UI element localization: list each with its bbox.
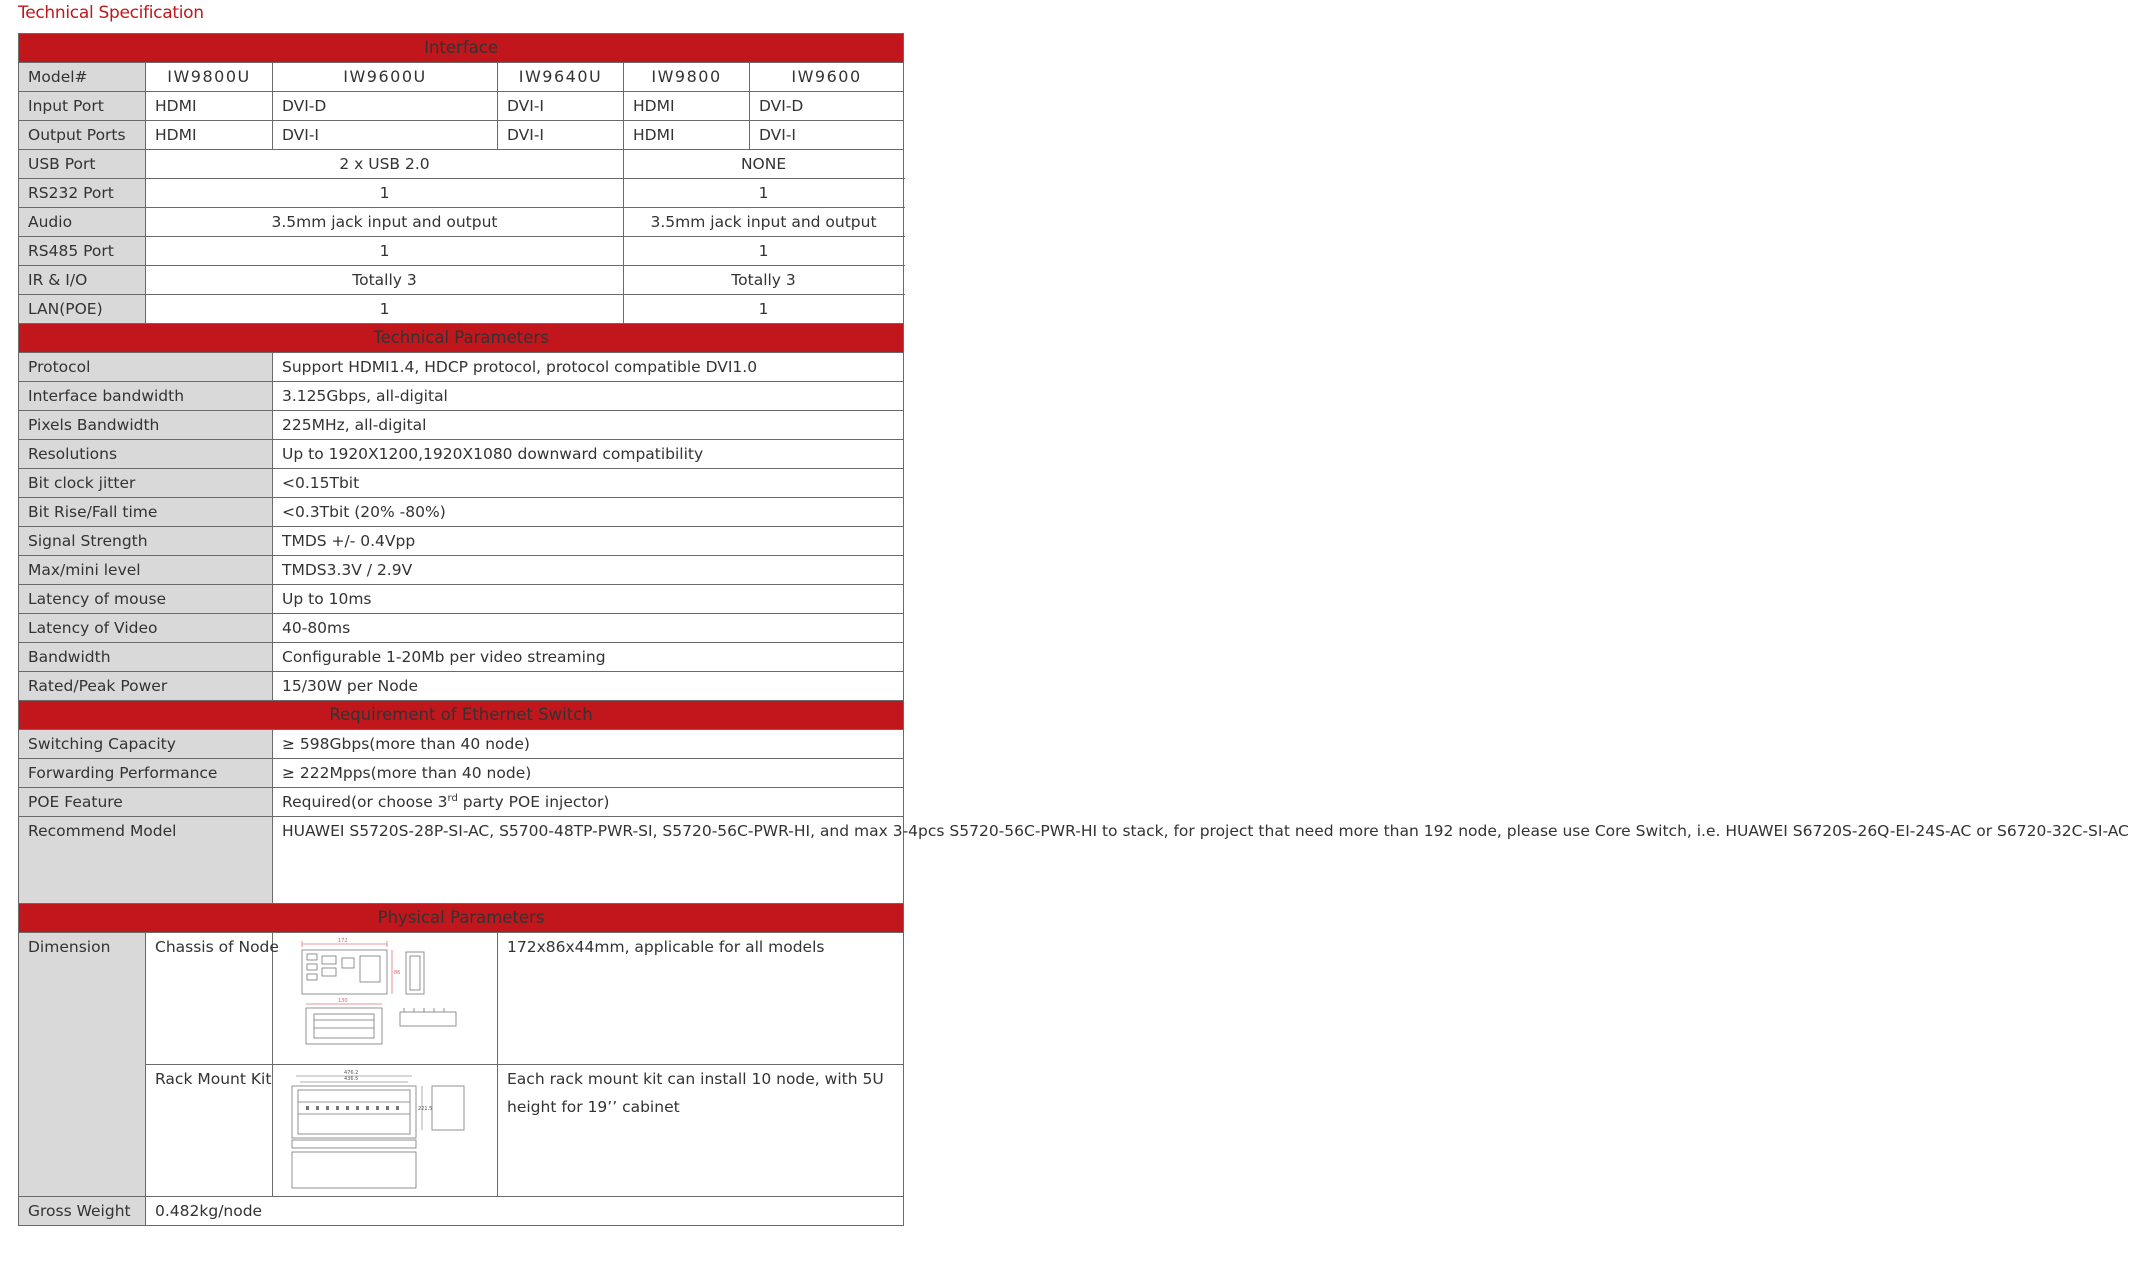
row-label: Recommend Model [19,817,273,904]
model-cell: IW9800U [146,63,273,92]
value-cell: Up to 10ms [273,585,904,614]
technical-row [19,672,904,701]
value-cell: 1 [146,179,624,208]
value-cell: 2 x USB 2.0 [146,150,624,179]
row-label: RS232 Port [19,179,146,208]
rack-value: Each rack mount kit can install 10 node, with 5U height for 19’’ cabinet [498,1065,904,1197]
section-heading: Technical Parameters [19,324,904,353]
value-cell: 1 [624,237,904,266]
value-cell: DVI-I [498,121,624,150]
value-cell: DVI-I [498,92,624,121]
section-heading: Requirement of Ethernet Switch [19,701,904,730]
rack-drawing-image [282,1068,486,1193]
switching-capacity-row [19,730,904,759]
value-cell: DVI-D [750,92,904,121]
row-label: LAN(POE) [19,295,146,324]
poe-feature-row [19,788,904,817]
row-label: Interface bandwidth [19,382,273,411]
value-cell: ≥ 598Gbps(more than 40 node) [273,730,904,759]
row-label: POE Feature [19,788,273,817]
row-label: Protocol [19,353,273,382]
value-cell: DVI-D [273,92,498,121]
rack-dim-top1: 476.2 [344,1070,359,1076]
rack-drawing [273,1065,498,1197]
row-label: RS485 Port [19,237,146,266]
model-row [19,63,904,92]
model-cell: IW9800 [624,63,750,92]
value-cell: Up to 1920X1200,1920X1080 downward compatibility [273,440,904,469]
value-cell: 0.482kg/node [146,1197,904,1226]
value-cell: TMDS +/- 0.4Vpp [273,527,904,556]
value-cell: 1 [146,237,624,266]
row-label: Gross Weight [19,1197,146,1226]
chassis-row [19,933,904,1065]
ir-io-row [19,266,904,295]
row-label: Dimension [19,933,146,1197]
model-cell: IW9600 [750,63,904,92]
rack-dim-top2: 436.5 [344,1076,359,1082]
row-label: IR & I/O [19,266,146,295]
technical-row [19,614,904,643]
chassis-dim-bottom: 130 [338,998,348,1004]
value-cell: 1 [624,295,904,324]
rack-label: Rack Mount Kit [146,1065,273,1197]
recommend-model-row [19,817,904,904]
value-cell: Totally 3 [624,266,904,295]
technical-row [19,382,904,411]
technical-row [19,440,904,469]
row-label: Bandwidth [19,643,273,672]
value-cell: 15/30W per Node [273,672,904,701]
row-label: Latency of Video [19,614,273,643]
gross-weight-row [19,1197,904,1226]
row-label: Switching Capacity [19,730,273,759]
rack-dim-side: 221.5 [418,1106,433,1112]
value-cell: HDMI [146,92,273,121]
section-technical [19,324,904,353]
row-label: USB Port [19,150,146,179]
chassis-dim-side: 86 [394,970,401,976]
page-title: Technical Specification [18,3,204,23]
technical-row [19,411,904,440]
value-cell: Support HDMI1.4, HDCP protocol, protocol compatible DVI1.0 [273,353,904,382]
value-cell: HUAWEI S5720S-28P-SI-AC, S5700-48TP-PWR-SI, S5720-56C-PWR-HI, and max 3-4pcs S5720-56C-PWR-HI to stack, for project that need more than 192 node, please use Core Switch, i.e. HUAWEI S6720S-26Q-EI-24S-AC or S6720-32C-SI-AC [273,817,904,904]
value-cell: DVI-I [273,121,498,150]
section-physical [19,904,904,933]
output-ports-row [19,121,904,150]
chassis-drawing [273,933,498,1065]
value-cell: 1 [624,179,904,208]
value-cell: HDMI [146,121,273,150]
chassis-label: Chassis of Node [146,933,273,1065]
spec-table [18,33,2129,1226]
row-label: Bit Rise/Fall time [19,498,273,527]
value-cell [273,788,904,817]
technical-row [19,556,904,585]
technical-row [19,353,904,382]
row-label: Forwarding Performance [19,759,273,788]
value-cell: TMDS3.3V / 2.9V [273,556,904,585]
model-cell: IW9600U [273,63,498,92]
lan-poe-row [19,295,904,324]
section-switch [19,701,904,730]
input-port-row [19,92,904,121]
row-label: Max/mini level [19,556,273,585]
value-cell: Totally 3 [146,266,624,295]
value-cell: <0.3Tbit (20% -80%) [273,498,904,527]
value-cell: DVI-I [750,121,904,150]
poe-text-tail: party POE injector) [457,793,610,811]
row-label: Rated/Peak Power [19,672,273,701]
technical-row [19,527,904,556]
chassis-drawing-image [282,936,486,1061]
value-cell: 1 [146,295,624,324]
row-label: Audio [19,208,146,237]
technical-row [19,498,904,527]
row-label: Latency of mouse [19,585,273,614]
chassis-dim-top: 172 [338,938,348,944]
row-label: Signal Strength [19,527,273,556]
section-heading: Physical Parameters [19,904,904,933]
section-interface [19,34,904,63]
value-cell: Configurable 1-20Mb per video streaming [273,643,904,672]
rs485-port-row [19,237,904,266]
model-cell: IW9640U [498,63,624,92]
technical-row [19,585,904,614]
value-cell: 3.125Gbps, all-digital [273,382,904,411]
value-cell: <0.15Tbit [273,469,904,498]
row-label: Bit clock jitter [19,469,273,498]
poe-text: Required(or choose 3 [282,793,448,811]
model-label: Model# [19,63,146,92]
value-cell: 225MHz, all-digital [273,411,904,440]
chassis-value: 172x86x44mm, applicable for all models [498,933,904,1065]
value-cell: HDMI [624,92,750,121]
audio-row [19,208,904,237]
usb-port-row [19,150,904,179]
technical-row [19,469,904,498]
row-label: Output Ports [19,121,146,150]
row-label: Input Port [19,92,146,121]
value-cell: ≥ 222Mpps(more than 40 node) [273,759,904,788]
value-cell: 40-80ms [273,614,904,643]
poe-superscript: rd [447,792,458,804]
value-cell: HDMI [624,121,750,150]
forwarding-performance-row [19,759,904,788]
value-cell: 3.5mm jack input and output [146,208,624,237]
technical-row [19,643,904,672]
row-label: Pixels Bandwidth [19,411,273,440]
row-label: Resolutions [19,440,273,469]
value-cell: NONE [624,150,904,179]
section-heading: Interface [19,34,904,63]
rack-row [19,1065,904,1197]
rs232-port-row [19,179,904,208]
value-cell: 3.5mm jack input and output [624,208,904,237]
